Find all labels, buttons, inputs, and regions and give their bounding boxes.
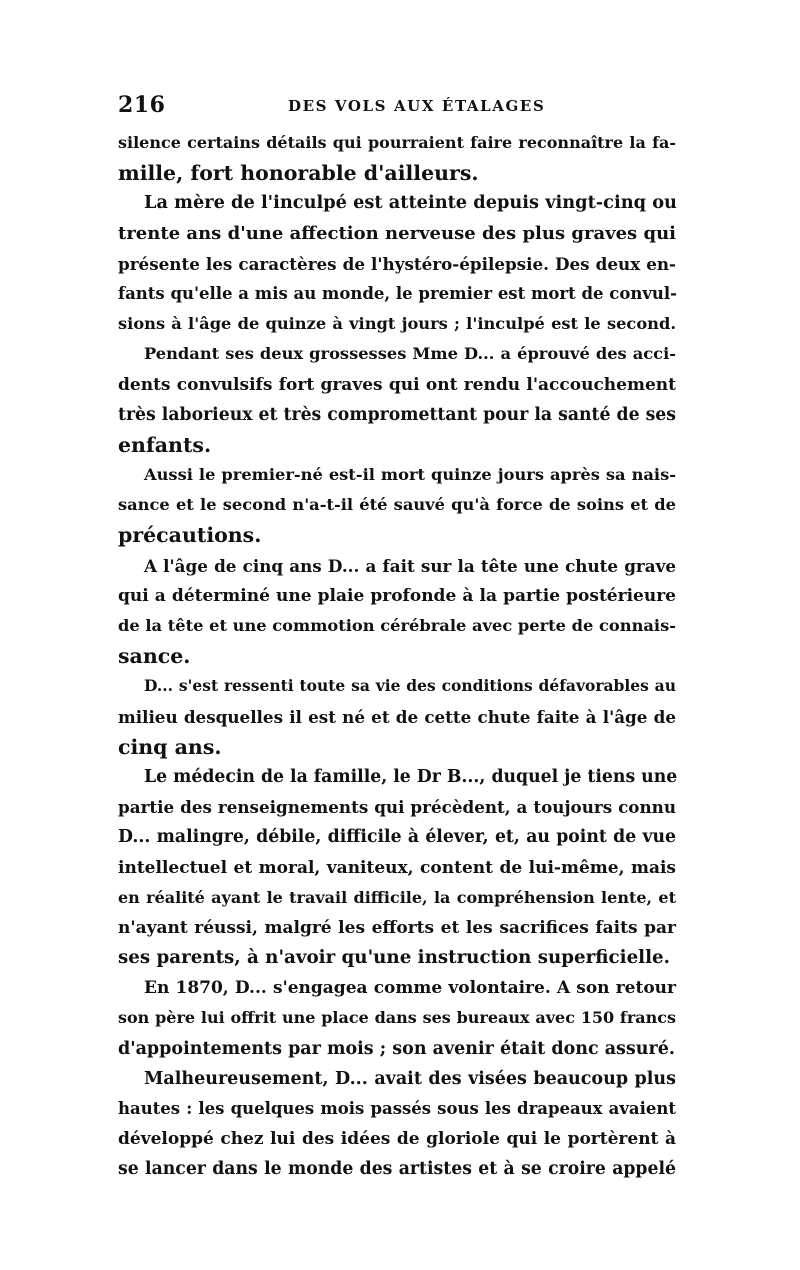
running-title: DES VOLS AUX ÉTALAGES: [288, 97, 546, 115]
text-line: sance et le second n'a-t-il été sauvé qu'à force de soins et de: [118, 495, 676, 515]
text-line: trente ans d'une affection nerveuse des plus graves qui: [118, 222, 676, 244]
text-line: milieu desquelles il est né et de cette chute faite à l'âge de: [118, 706, 676, 727]
text-line: se lancer dans le monde des artistes et à se croire appelé: [118, 1159, 676, 1180]
text-line: En 1870, D... s'engagea comme volontaire. A son retour: [144, 978, 676, 999]
text-line: très laborieux et très compromettant pour la santé de ses: [118, 404, 676, 425]
text-line: dents convulsifs fort graves qui ont rendu l'accouchement: [118, 374, 676, 395]
text-line: ses parents, à n'avoir qu'une instruction superficielle.: [118, 947, 671, 969]
text-line: n'ayant réussi, malgré les efforts et les sacrifices faits par: [118, 917, 676, 938]
text-line: D... s'est ressenti toute sa vie des conditions défavorables au: [144, 676, 676, 696]
text-line: développé chez lui des idées de gloriole qui le portèrent à: [118, 1129, 676, 1150]
text-line: enfants.: [118, 432, 212, 457]
text-line: qui a déterminé une plaie profonde à la partie postérieure: [118, 585, 676, 606]
text-line: hautes : les quelques mois passés sous les drapeaux avaient: [118, 1099, 676, 1118]
text-line: D... malingre, débile, difficile à élever, et, au point de vue: [118, 827, 676, 848]
text-line: d'appointements par mois ; son avenir était donc assuré.: [118, 1038, 675, 1059]
text-line: Aussi le premier-né est-il mort quinze jours après sa nais-: [144, 465, 676, 485]
text-line: son père lui offrit une place dans ses bureaux avec 150 francs: [118, 1008, 676, 1028]
text-line: partie des renseignements qui précèdent, a toujours connu: [118, 797, 676, 818]
body-text: [118, 128, 676, 1185]
page-number: 216: [118, 92, 166, 118]
text-line: cinq ans.: [118, 734, 222, 759]
text-line: mille, fort honorable d'ailleurs.: [118, 161, 479, 186]
text-line: sions à l'âge de quinze à vingt jours ; l'inculpé est le second.: [118, 314, 676, 334]
text-line: silence certains détails qui pourraient faire reconnaître la fa-: [118, 133, 676, 152]
text-line: La mère de l'inculpé est atteinte depuis vingt-cinq ou: [144, 192, 677, 214]
text-line: A l'âge de cinq ans D... a fait sur la tête une chute grave: [144, 555, 676, 576]
text-line: sance.: [118, 644, 191, 669]
text-line: Malheureusement, D... avait des visées beaucoup plus: [144, 1068, 676, 1089]
text-line: intellectuel et moral, vaniteux, content de lui-même, mais: [118, 857, 676, 878]
text-line: Le médecin de la famille, le Dr B..., duquel je tiens une: [144, 766, 678, 787]
text-line: précautions.: [118, 523, 262, 548]
page-header: [118, 92, 676, 122]
text-line: en réalité ayant le travail difficile, la compréhension lente, et: [118, 887, 676, 907]
text-line: présente les caractères de l'hystéro-épilepsie. Des deux en-: [118, 253, 676, 274]
text-line: fants qu'elle a mis au monde, le premier est mort de convul-: [118, 283, 678, 303]
text-line: Pendant ses deux grossesses Mme D... a éprouvé des acci-: [144, 344, 676, 364]
text-line: de la tête et une commotion cérébrale avec perte de connais-: [118, 616, 676, 635]
